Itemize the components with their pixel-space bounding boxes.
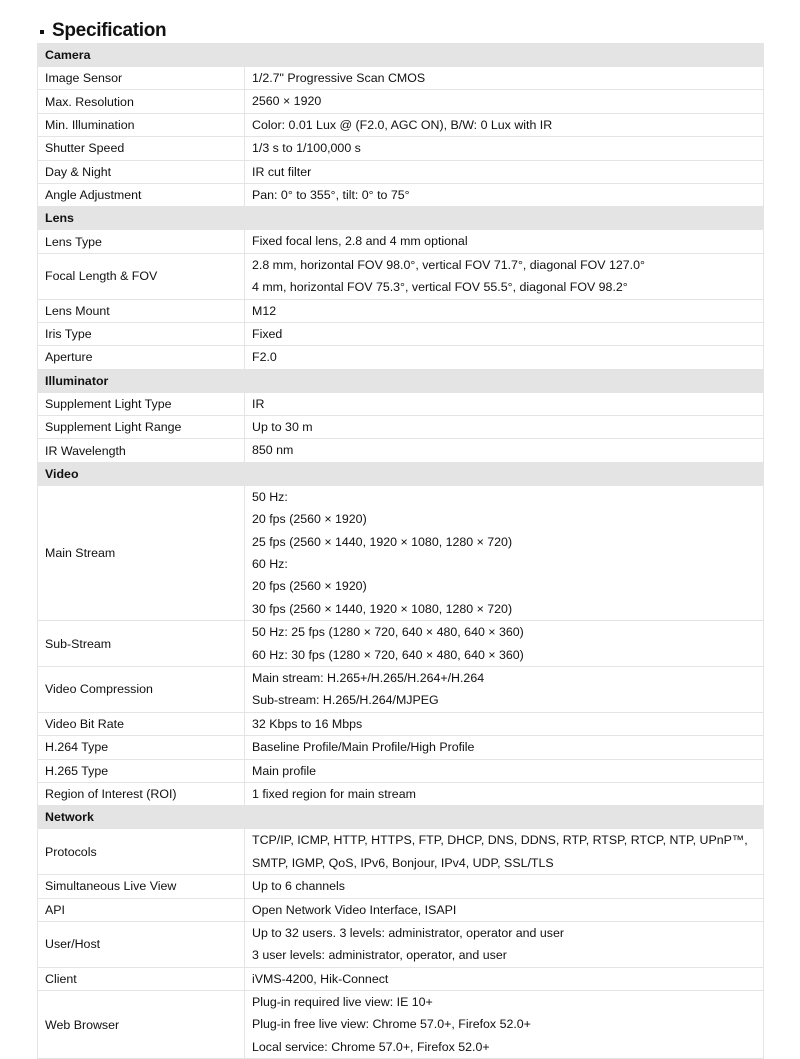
- spec-label: Supplement Light Type: [38, 392, 245, 415]
- spec-value: [245, 67, 764, 90]
- spec-value-line: 1/2.7" Progressive Scan CMOS: [252, 71, 426, 85]
- spec-label: Min. Illumination: [38, 113, 245, 136]
- spec-value-line: TCP/IP, ICMP, HTTP, HTTPS, FTP, DHCP, DNS, DDNS, RTP, RTSP, RTCP, NTP, UPnP™,: [252, 833, 748, 848]
- spec-row: [38, 392, 764, 415]
- spec-label: User/Host: [38, 921, 245, 967]
- spec-value-line: 20 fps (2560 × 1920): [252, 512, 367, 527]
- spec-row: [38, 253, 764, 299]
- section-header-network: [38, 806, 764, 829]
- spec-value-line: IR: [252, 396, 265, 411]
- spec-value-line: SMTP, IGMP, QoS, IPv6, Bonjour, IPv4, UDP, SSL/TLS: [252, 855, 554, 870]
- spec-value: [245, 666, 764, 712]
- spec-row: [38, 898, 764, 921]
- spec-value-line: 20 fps (2560 × 1920): [252, 579, 367, 594]
- spec-row: [38, 90, 764, 113]
- spec-label: Client: [38, 967, 245, 990]
- spec-value-line: 2560 × 1920: [252, 94, 322, 109]
- spec-label: Video Compression: [38, 666, 245, 712]
- spec-row: [38, 160, 764, 183]
- spec-value-line: iVMS-4200, Hik-Connect: [252, 971, 389, 986]
- section-title: Illuminator: [38, 369, 764, 392]
- spec-value-line: Up to 30 m: [252, 420, 313, 435]
- spec-value-line: Main profile: [252, 763, 317, 778]
- spec-row: [38, 921, 764, 967]
- spec-value-line: 60 Hz: 30 fps (1280 × 720, 640 × 480, 640 × 360): [252, 647, 524, 662]
- spec-row: [38, 782, 764, 805]
- spec-value-line: Plug-in required live view: IE 10+: [252, 995, 433, 1010]
- spec-value: [245, 346, 764, 369]
- spec-row: [38, 875, 764, 898]
- spec-value-line: Local service: Chrome 57.0+, Firefox 52.0+: [252, 1039, 490, 1054]
- spec-label: API: [38, 898, 245, 921]
- spec-value: [245, 439, 764, 462]
- spec-value-line: Fixed focal lens, 2.8 and 4 mm optional: [252, 234, 468, 249]
- spec-value: [245, 183, 764, 206]
- spec-value: [245, 782, 764, 805]
- spec-label: Region of Interest (ROI): [38, 782, 245, 805]
- spec-row: [38, 113, 764, 136]
- spec-value-line: 50 Hz: 25 fps (1280 × 720, 640 × 480, 640 × 360): [252, 625, 524, 640]
- bullet-icon: [40, 30, 44, 34]
- spec-value-line: 3 user levels: administrator, operator, and user: [252, 948, 507, 963]
- spec-value-line: 60 Hz:: [252, 557, 288, 572]
- spec-label: H.264 Type: [38, 736, 245, 759]
- section-header-illuminator: [38, 369, 764, 392]
- section-title: Video: [38, 462, 764, 485]
- spec-value: [245, 392, 764, 415]
- spec-label: Protocols: [38, 829, 245, 875]
- spec-label: Main Stream: [38, 485, 245, 620]
- spec-label: Max. Resolution: [38, 90, 245, 113]
- spec-value-line: 32 Kbps to 16 Mbps: [252, 716, 363, 731]
- spec-label: Day & Night: [38, 160, 245, 183]
- spec-value-line: Main stream: H.265+/H.265/H.264+/H.264: [252, 670, 485, 685]
- spec-value: [245, 829, 764, 875]
- spec-value-line: Plug-in free live view: Chrome 57.0+, Firefox 52.0+: [252, 1017, 531, 1032]
- spec-value-line: Sub-stream: H.265/H.264/MJPEG: [252, 693, 439, 708]
- spec-value-line: Up to 6 channels: [252, 879, 345, 894]
- spec-value: [245, 90, 764, 113]
- section-header-lens: [38, 207, 764, 230]
- section-header-video: [38, 462, 764, 485]
- spec-row: [38, 621, 764, 667]
- spec-table: [37, 43, 764, 1059]
- page-title: [40, 20, 166, 42]
- spec-row: [38, 485, 764, 620]
- spec-label: Image Sensor: [38, 67, 245, 90]
- spec-label: IR Wavelength: [38, 439, 245, 462]
- spec-label: Shutter Speed: [38, 137, 245, 160]
- spec-value-line: 4 mm, horizontal FOV 75.3°, vertical FOV 55.5°, diagonal FOV 98.2°: [252, 280, 628, 295]
- spec-value: [245, 160, 764, 183]
- spec-value: [245, 898, 764, 921]
- spec-row: [38, 712, 764, 735]
- section-title: Lens: [38, 207, 764, 230]
- spec-value: [245, 299, 764, 322]
- spec-row: [38, 967, 764, 990]
- spec-label: Sub-Stream: [38, 621, 245, 667]
- spec-value-line: 50 Hz:: [252, 489, 288, 504]
- spec-value: [245, 485, 764, 620]
- spec-label: Focal Length & FOV: [38, 253, 245, 299]
- spec-value: [245, 921, 764, 967]
- spec-value: [245, 253, 764, 299]
- spec-value-line: Baseline Profile/Main Profile/High Profile: [252, 740, 475, 755]
- spec-label: Lens Mount: [38, 299, 245, 322]
- spec-value: [245, 875, 764, 898]
- page-title-text: Specification: [52, 20, 167, 41]
- spec-label: Lens Type: [38, 230, 245, 253]
- spec-value-line: 30 fps (2560 × 1440, 1920 × 1080, 1280 × 720): [252, 601, 513, 616]
- spec-value: [245, 759, 764, 782]
- spec-row: [38, 322, 764, 345]
- spec-value-line: Fixed: [252, 326, 283, 341]
- spec-row: [38, 299, 764, 322]
- spec-value: [245, 416, 764, 439]
- spec-value: [245, 991, 764, 1059]
- section-title: Camera: [38, 44, 764, 67]
- spec-row: [38, 991, 764, 1059]
- spec-row: [38, 230, 764, 253]
- spec-row: [38, 759, 764, 782]
- spec-label: Supplement Light Range: [38, 416, 245, 439]
- spec-value: [245, 621, 764, 667]
- spec-value-line: 850 nm: [252, 443, 294, 458]
- spec-value: [245, 967, 764, 990]
- spec-row: [38, 416, 764, 439]
- spec-value: [245, 230, 764, 253]
- spec-row: [38, 67, 764, 90]
- spec-value-line: Color: 0.01 Lux @ (F2.0, AGC ON), B/W: 0 Lux with IR: [252, 117, 553, 132]
- spec-row: [38, 666, 764, 712]
- section-title: Network: [38, 806, 764, 829]
- spec-value-line: Pan: 0° to 355°, tilt: 0° to 75°: [252, 187, 410, 202]
- spec-value-line: F2.0: [252, 350, 277, 365]
- spec-value-line: M12: [252, 303, 277, 318]
- spec-row: [38, 346, 764, 369]
- spec-row: [38, 137, 764, 160]
- spec-value: [245, 712, 764, 735]
- spec-value: [245, 137, 764, 160]
- spec-value-line: 25 fps (2560 × 1440, 1920 × 1080, 1280 × 720): [252, 534, 513, 549]
- spec-value: [245, 322, 764, 345]
- spec-label: Web Browser: [38, 991, 245, 1059]
- spec-label: Angle Adjustment: [38, 183, 245, 206]
- spec-label: Simultaneous Live View: [38, 875, 245, 898]
- spec-label: Aperture: [38, 346, 245, 369]
- spec-value-line: 1/3 s to 1/100,000 s: [252, 141, 361, 156]
- spec-label: Video Bit Rate: [38, 712, 245, 735]
- spec-row: [38, 439, 764, 462]
- spec-value: [245, 113, 764, 136]
- spec-row: [38, 183, 764, 206]
- spec-value-line: Open Network Video Interface, ISAPI: [252, 902, 457, 917]
- spec-value-line: Up to 32 users. 3 levels: administrator, operator and user: [252, 925, 564, 940]
- spec-row: [38, 736, 764, 759]
- section-header-camera: [38, 44, 764, 67]
- spec-value-line: 2.8 mm, horizontal FOV 98.0°, vertical FOV 71.7°, diagonal FOV 127.0°: [252, 257, 645, 272]
- spec-value: [245, 736, 764, 759]
- spec-row: [38, 829, 764, 875]
- spec-label: H.265 Type: [38, 759, 245, 782]
- spec-value-line: IR cut filter: [252, 164, 312, 179]
- spec-label: Iris Type: [38, 322, 245, 345]
- spec-value-line: 1 fixed region for main stream: [252, 786, 416, 801]
